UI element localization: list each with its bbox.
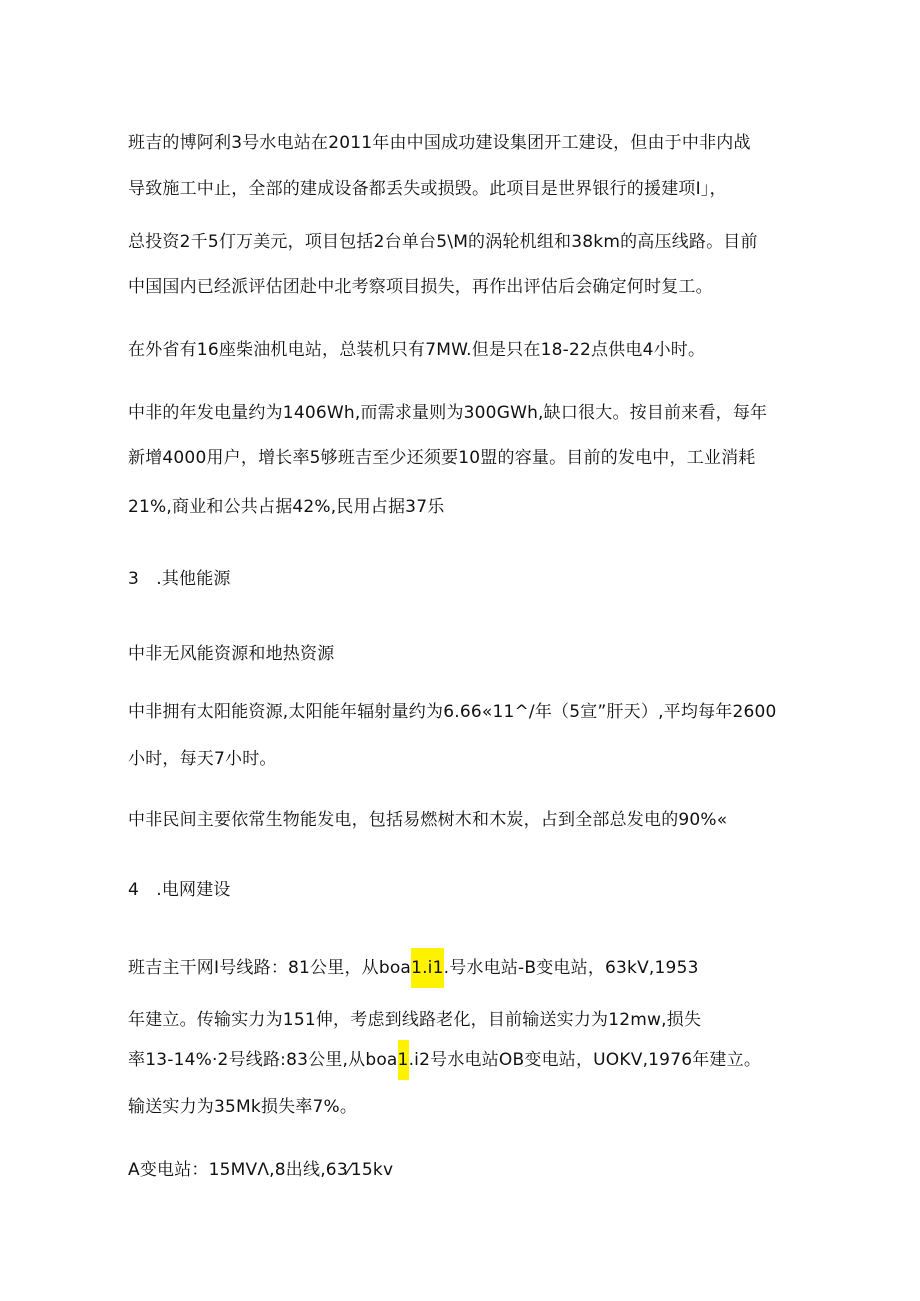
paragraph-solar-line-2: 小时，每天7小时。 — [128, 749, 277, 769]
paragraph-generation-line-3: 21%,商业和公共占据42%,民用占据37乐 — [128, 497, 445, 517]
paragraph-generation-line-2: 新增4000用户，增长率5够班吉至少还须要10盟的容量。目前的发电中，工业消耗 — [128, 448, 756, 468]
paragraph-solar-line-1: 中非拥有太阳能资源,太阳能年辐射量约为6.66«11^/年（5宣”肝天）,平均每年2600 — [128, 702, 777, 722]
paragraph-wind-geothermal: 中非无风能资源和地热资源 — [128, 644, 335, 664]
heading-other-energy: 3 .其他能源 — [128, 569, 231, 589]
highlighted-text: 1 — [398, 1040, 409, 1080]
paragraph-substation-a: A变电站：15MVΛ,8出线,63⁄15kv — [128, 1160, 394, 1180]
grid-line-3-start: 率13-14%·2号线路:83公里,从boa — [128, 1050, 398, 1070]
paragraph-biomass: 中非民间主要依常生物能发电，包括易燃树木和木炭，占到全部总发电的90%« — [128, 810, 728, 830]
grid-line-1-end: .号水电站-B变电站，63kV,1953 — [443, 958, 699, 978]
highlighted-text: 1.i1 — [411, 948, 444, 988]
paragraph-generation-line-1: 中非的年发电量约为1406Wh,而需求量则为300GWh,缺口很大。按目前来看，每年 — [128, 403, 768, 423]
heading-grid-construction: 4 .电网建设 — [128, 880, 231, 900]
paragraph-hydro-line-1: 班吉的博阿利3号水电站在2011年由中国成功建设集团开工建设，但由于中非内战 — [128, 133, 751, 153]
paragraph-diesel: 在外省有16座柴油机电站，总装机只有7MW.但是只在18-22点供电4小时。 — [128, 340, 706, 360]
paragraph-grid-line-1 — [128, 953, 699, 978]
paragraph-grid-line-2: 年建立。传输实力为151伸，考虑到线路老化，目前输送实力为12mw,损失 — [128, 1010, 702, 1030]
paragraph-grid-line-3 — [128, 1045, 761, 1070]
paragraph-hydro-line-3: 总投资2千5仃万美元，项目包括2台单台5\M的涡轮机组和38km的高压线路。目前 — [128, 232, 758, 252]
paragraph-hydro-line-4: 中国国内已经派评估团赴中北考察项目损失，再作出评估后会确定何时复工。 — [128, 277, 713, 297]
paragraph-grid-line-4: 输送实力为35Mk损失率7%。 — [128, 1097, 358, 1117]
grid-line-1-start: 班吉主干网I号线路：81公里，从boa — [128, 958, 412, 978]
paragraph-hydro-line-2: 导致施工中止，全部的建成设备都丢失或损毁。此项目是世界银行的援建项I」， — [128, 179, 727, 199]
grid-line-3-end: .i2号水电站OB变电站，UOKV,1976年建立。 — [408, 1050, 762, 1070]
